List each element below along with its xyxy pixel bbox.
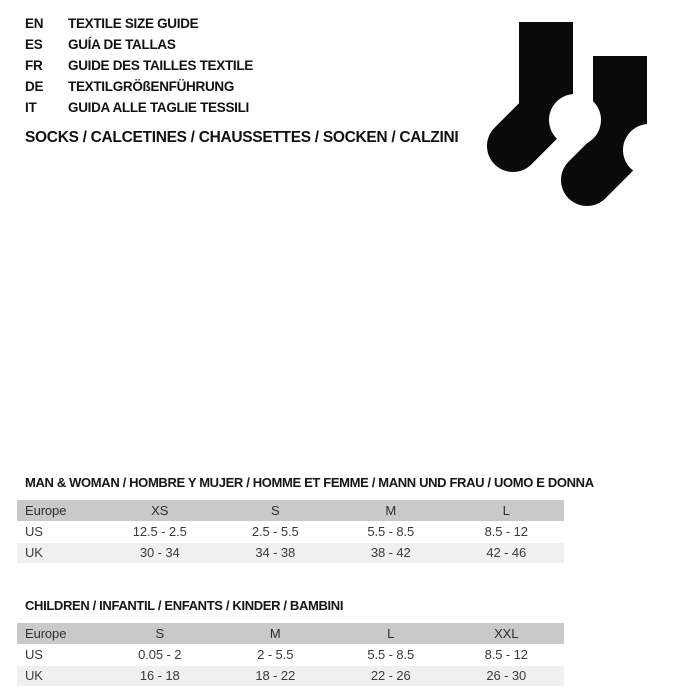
- size-cell: 8.5 - 12: [484, 647, 528, 662]
- size-cell: 5.5 - 8.5: [367, 647, 415, 662]
- size-cell: 2 - 5.5: [257, 647, 294, 662]
- table-row-us: [17, 645, 564, 665]
- row-label: US: [25, 647, 43, 662]
- size-cell: 18 - 22: [255, 668, 296, 683]
- size-cell: 34 - 38: [255, 545, 296, 560]
- man-woman-table-title: MAN & WOMAN / HOMBRE Y MUJER / HOMME ET FEMME / MANN UND FRAU / UOMO E DONNA: [25, 475, 594, 490]
- table-row-us: [17, 522, 564, 542]
- language-label: TEXTILE SIZE GUIDE: [68, 16, 199, 31]
- table-header-row: [17, 623, 564, 644]
- language-list: [25, 13, 253, 118]
- table-row-uk: [17, 543, 564, 563]
- size-cell: 16 - 18: [139, 668, 180, 683]
- row-label: UK: [25, 668, 43, 683]
- man-woman-size-table: [17, 500, 564, 563]
- size-cell: 0.05 - 2: [138, 647, 182, 662]
- language-label: GUÍA DE TALLAS: [68, 37, 176, 52]
- column-header-xxl: XXL: [494, 626, 519, 641]
- table-row-uk: [17, 666, 564, 686]
- size-cell: 2.5 - 5.5: [251, 524, 299, 539]
- sock-front: [513, 22, 601, 146]
- size-cell: 38 - 42: [370, 545, 411, 560]
- size-cell: 5.5 - 8.5: [367, 524, 415, 539]
- language-code: ES: [25, 37, 43, 52]
- column-header-s: S: [270, 503, 280, 518]
- man-woman-size-section: [17, 475, 594, 564]
- size-cell: 26 - 30: [486, 668, 527, 683]
- language-code: DE: [25, 79, 44, 94]
- column-header-xs: XS: [151, 503, 169, 518]
- column-header-s: S: [155, 626, 165, 641]
- row-label: US: [25, 524, 43, 539]
- language-label: GUIDA ALLE TAGLIE TESSILI: [68, 100, 249, 115]
- language-row-en: [25, 13, 253, 34]
- column-header-l: L: [502, 503, 510, 518]
- size-cell: 12.5 - 2.5: [132, 524, 187, 539]
- size-cell: 30 - 34: [139, 545, 180, 560]
- product-category-heading: SOCKS / CALCETINES / CHAUSSETTES / SOCKEN / CALZINI: [25, 129, 459, 146]
- children-table-title: CHILDREN / INFANTIL / ENFANTS / KINDER / BAMBINI: [25, 598, 344, 613]
- table-header-row: [17, 500, 564, 521]
- column-header-europe: Europe: [25, 503, 67, 518]
- size-cell: 42 - 46: [486, 545, 527, 560]
- language-row-it: [25, 97, 253, 118]
- children-size-section: [17, 599, 564, 687]
- language-label: TEXTILGRÖßENFÜHRUNG: [68, 79, 235, 94]
- language-row-es: [25, 34, 253, 55]
- language-code: IT: [25, 100, 37, 115]
- row-label: UK: [25, 545, 43, 560]
- language-row-fr: [25, 55, 253, 76]
- language-row-de: [25, 76, 253, 97]
- language-code: EN: [25, 16, 44, 31]
- size-cell: 22 - 26: [370, 668, 411, 683]
- column-header-europe: Europe: [25, 626, 67, 641]
- language-code: FR: [25, 58, 43, 73]
- column-header-m: M: [385, 503, 397, 518]
- children-size-table: [17, 623, 564, 686]
- column-header-m: M: [269, 626, 281, 641]
- size-cell: 8.5 - 12: [484, 524, 528, 539]
- language-label: GUIDE DES TAILLES TEXTILE: [68, 58, 254, 73]
- socks-icon: [470, 10, 685, 222]
- column-header-l: L: [387, 626, 395, 641]
